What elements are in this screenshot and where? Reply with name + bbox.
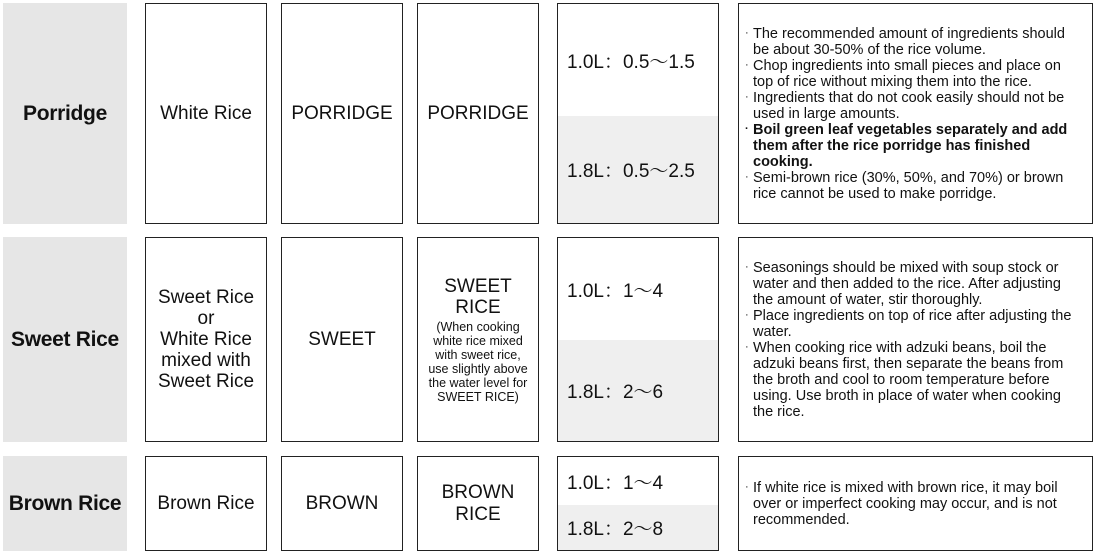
capacity-1-8l: 1.8L：2〜6 [558, 340, 718, 441]
menu-label-brown-rice [3, 456, 127, 551]
menu-label-sweet-rice [3, 237, 127, 442]
rice-type-line: Sweet Rice [157, 287, 255, 308]
capacity-1-8l: 1.8L：0.5〜2.5 [558, 116, 718, 223]
note-item: · The recommended amount of ingredients should be about 30-50% of the rice volume. [751, 26, 1080, 58]
rice-type-line: Sweet Rice [157, 371, 255, 392]
menu-label-porridge [3, 3, 127, 224]
water-level-note: (When cooking white rice mixed with sweet rice, use slightly above the water level for SWEET RICE) [428, 319, 528, 404]
notes-list [751, 260, 1080, 420]
rice-type-cell [145, 237, 267, 442]
notes-cell [738, 237, 1093, 442]
water-level-cell [417, 237, 539, 442]
water-level: BROWN RICE [441, 481, 515, 525]
menu-name: Porridge [23, 101, 107, 125]
notes-cell [738, 456, 1093, 551]
note-item: · When cooking rice with adzuki beans, boil the adzuki beans first, then separate the beans from the broth and cool to room temperature before using. Use broth in place of water when cooking the rice. [751, 340, 1080, 420]
note-item: · Ingredients that do not cook easily should not be used in large amounts. [751, 90, 1080, 122]
menu-name: Brown Rice [8, 491, 122, 515]
capacity-cell [557, 237, 719, 442]
menu-name: Sweet Rice [11, 327, 119, 351]
capacity-1l: 1.0L：0.5〜1.5 [567, 51, 695, 73]
capacity-1l: 1.0L：1〜4 [567, 280, 664, 302]
water-level: PORRIDGE [427, 102, 529, 124]
capacity-1l: 1.0L：1〜4 [567, 472, 664, 494]
capacity-1-8l: 1.8L：2〜8 [558, 505, 718, 550]
water-level: SWEET RICE [444, 275, 512, 318]
capacity-cell [557, 456, 719, 551]
rice-type-cell [145, 3, 267, 224]
note-item: · Chop ingredients into small pieces and place on top of rice without mixing them into the rice. [751, 58, 1080, 90]
rice-type-line: or [197, 308, 215, 329]
notes-cell [738, 3, 1093, 224]
note-item: · Seasonings should be mixed with soup stock or water and then added to the rice. After adjusting the amount of water, stir thoroughly. [751, 260, 1080, 308]
note-item-emphasis: · Boil green leaf vegetables separately and add them after the rice porridge has finished cooking. [751, 122, 1080, 170]
rice-type-cell [145, 456, 267, 551]
rice-type: Brown Rice [157, 492, 255, 514]
notes-list [751, 480, 1080, 528]
setting-cell [281, 237, 403, 442]
menu-setting: BROWN [305, 492, 379, 514]
capacity-cell [557, 3, 719, 224]
water-level-cell [417, 456, 539, 551]
notes-list [751, 26, 1080, 202]
note-item: · Semi-brown rice (30%, 50%, and 70%) or brown rice cannot be used to make porridge. [751, 170, 1080, 202]
rice-type-line: White Rice [160, 329, 252, 350]
setting-cell [281, 3, 403, 224]
menu-setting: PORRIDGE [291, 102, 393, 124]
menu-setting: SWEET [308, 328, 376, 350]
rice-type: White Rice [160, 102, 252, 124]
rice-type-line: mixed with [161, 350, 251, 371]
note-item: · If white rice is mixed with brown rice, it may boil over or imperfect cooking may occur, and is not recommended. [751, 480, 1080, 528]
water-level-cell [417, 3, 539, 224]
setting-cell [281, 456, 403, 551]
note-item: · Place ingredients on top of rice after adjusting the water. [751, 308, 1080, 340]
